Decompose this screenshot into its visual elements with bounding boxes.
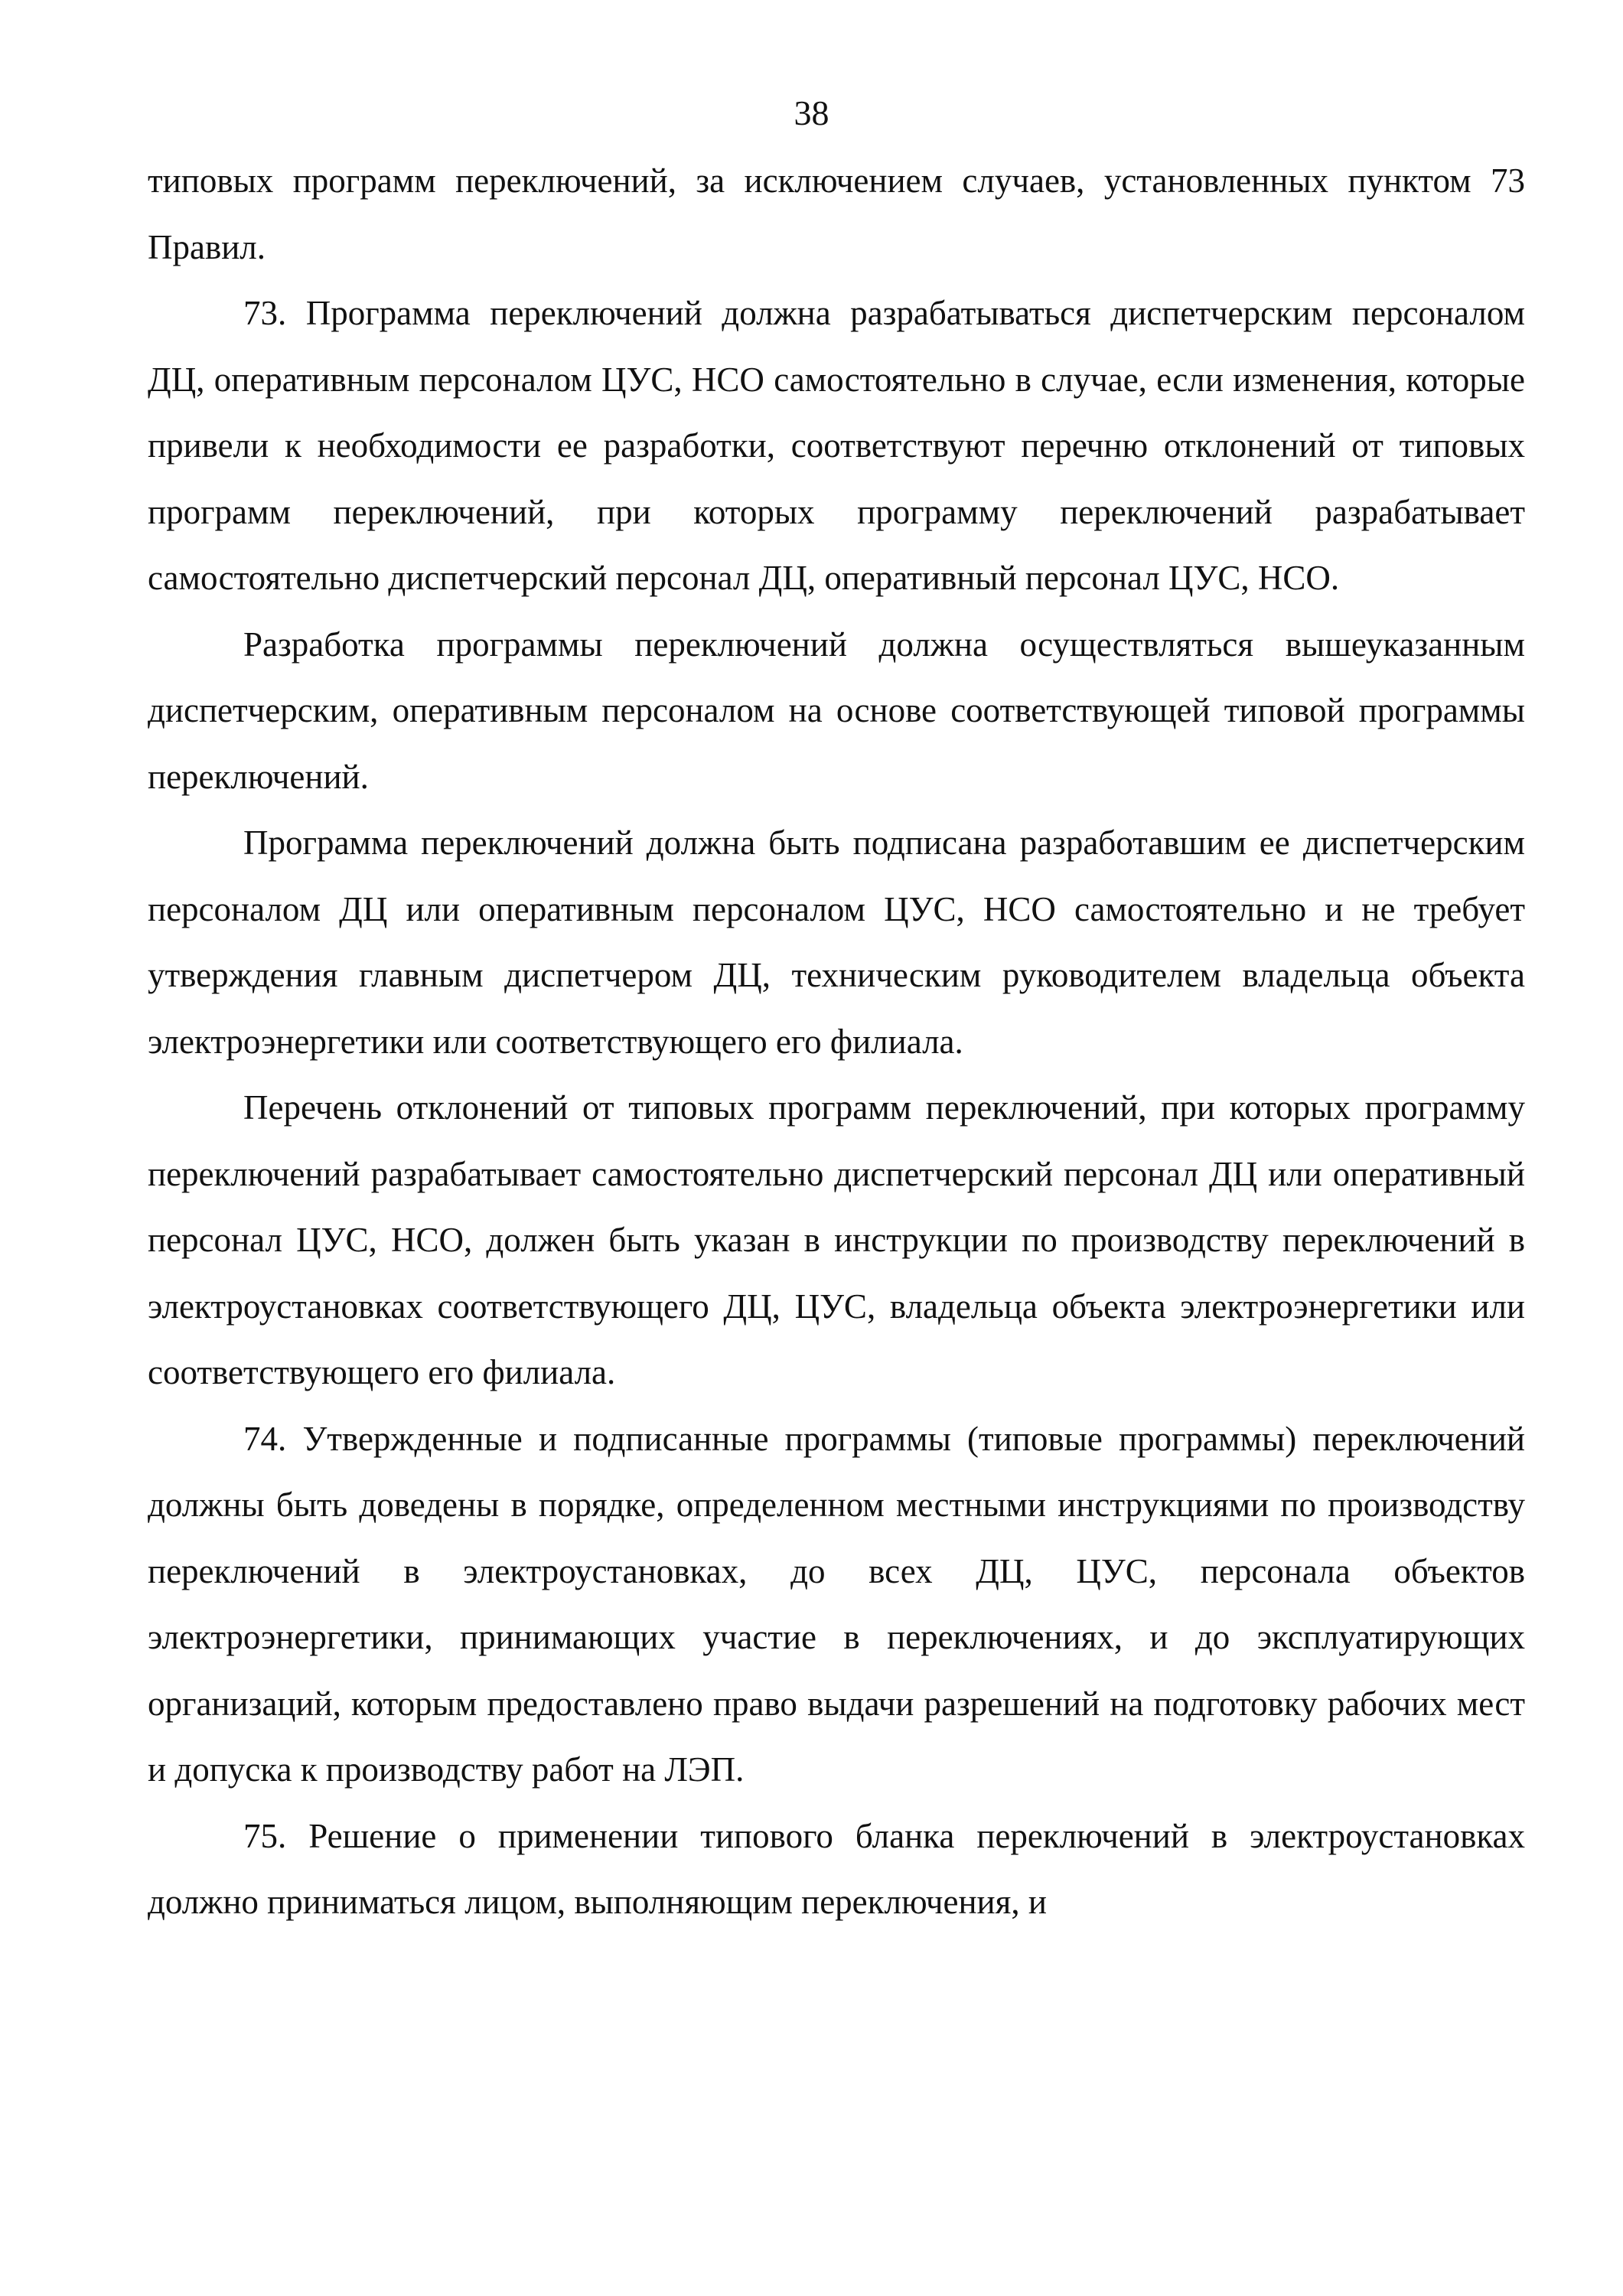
document-body (148, 148, 1525, 1936)
page-number: 38 (794, 93, 829, 132)
paragraph-development: Разработка программы переключений должна осуществляться вышеуказанным диспетчерским, оперативным персоналом на основе соответствующей типовой программы переключений. (148, 625, 1525, 796)
paragraph-item-75: 75. Решение о применении типового бланка переключений в электроустановках должно приниматься лицом, выполняющим переключения, и (148, 1816, 1525, 1921)
paragraph-continuation: типовых программ переключений, за исключением случаев, установленных пунктом 73 Правил. (148, 161, 1525, 266)
paragraph-signature: Программа переключений должна быть подписана разработавшим ее диспетчерским персоналом ДЦ или оперативным персоналом ЦУС, НСО самостоятельно и не требует утверждения главным диспетчером ДЦ, техническим руководителем владельца объекта электроэнергетики или соответствующего его филиала. (148, 823, 1525, 1061)
paragraph-deviation-list: Перечень отклонений от типовых программ переключений, при которых программу переключений разрабатывает самостоятельно диспетчерский персонал ДЦ или оперативный персонал ЦУС, НСО, должен быть указан в инструкции по производству переключений в электроустановках соответствующего ДЦ, ЦУС, владельца объекта электроэнергетики или соответствующего его филиала. (148, 1088, 1525, 1391)
paragraph-item-74: 74. Утвержденные и подписанные программы (типовые программы) переключений должны быть доведены в порядке, определенном местными инструкциями по производству переключений в электроустановках, до всех ДЦ, ЦУС, персонала объектов электроэнергетики, принимающих участие в переключениях, и до эксплуатирующих организаций, которым предоставлено право выдачи разрешений на подготовку рабочих мест и допуска к производству работ на ЛЭП. (148, 1419, 1525, 1789)
paragraph-item-73: 73. Программа переключений должна разрабатываться диспетчерским персоналом ДЦ, оперативным персоналом ЦУС, НСО самостоятельно в случае, если изменения, которые привели к необходимости ее разработки, соответствуют перечню отклонений от типовых программ переключений, при которых программу переключений разрабатывает самостоятельно диспетчерский персонал ДЦ, оперативный персонал ЦУС, НСО. (148, 294, 1525, 597)
